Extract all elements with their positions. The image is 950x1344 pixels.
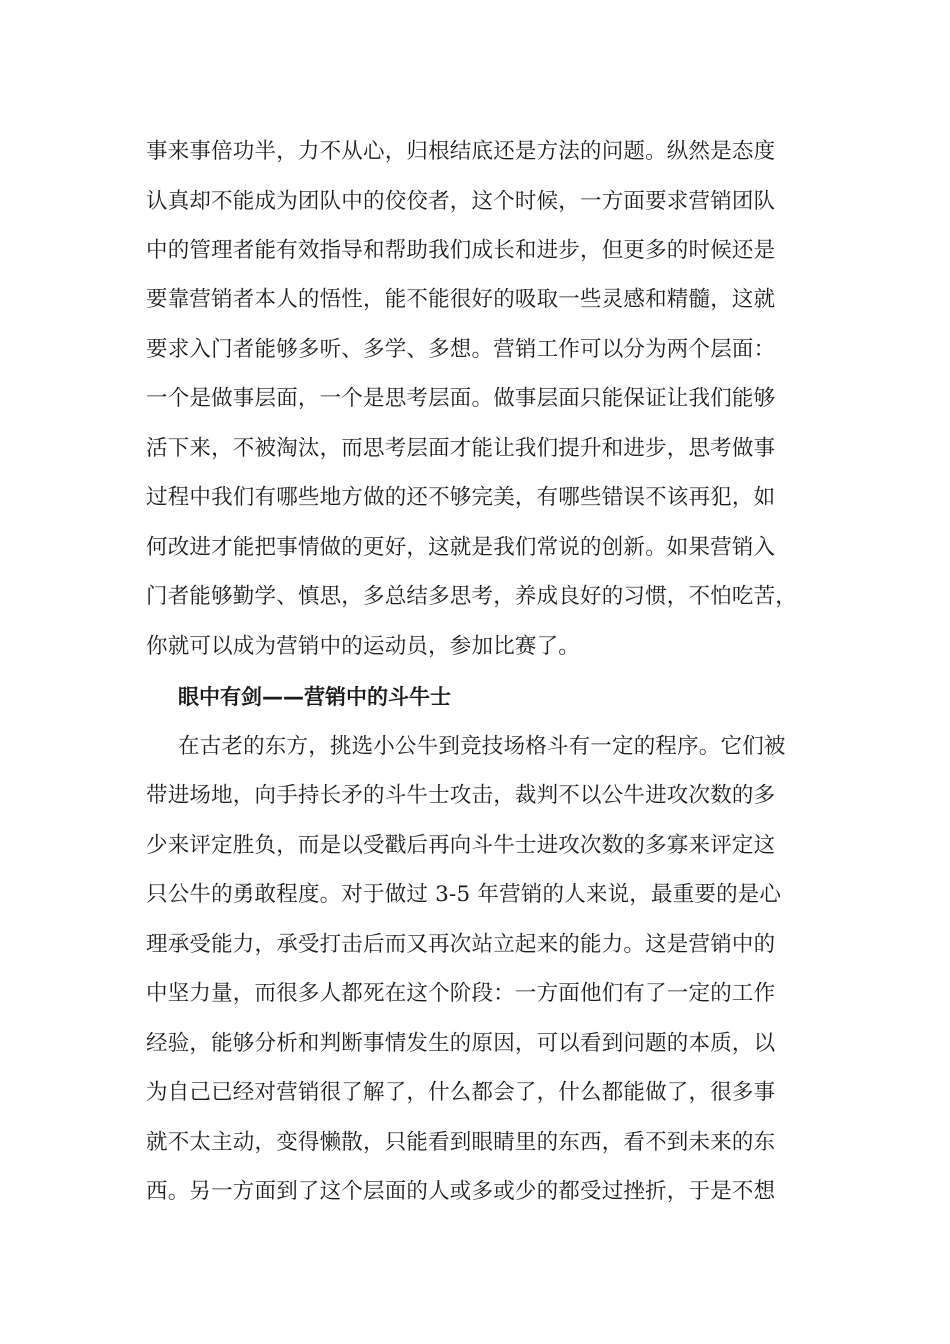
paragraph-2-line-1: 在古老的东方，挑选小公牛到竞技场格斗有一定的程序。它们被 xyxy=(178,734,786,759)
paragraph-2-line-4: 只公牛的勇敢程度。对于做过 3-5 年营销的人来说，最重要的是心 xyxy=(146,882,782,907)
paragraph-2-line-7: 经验，能够分析和判断事情发生的原因，可以看到问题的本质，以 xyxy=(146,1031,776,1056)
paragraph-2-line-2: 带进场地，向手持长矛的斗牛士攻击，裁判不以公牛进攻次数的多 xyxy=(146,783,776,808)
paragraph-2-line-9: 就不太主动，变得懒散，只能看到眼睛里的东西，看不到未来的东 xyxy=(146,1130,776,1155)
paragraph-1-line-2: 认真却不能成为团队中的佼佼者，这个时候，一方面要求营销团队 xyxy=(146,189,776,214)
paragraph-2-line-8: 为自己已经对营销很了解了，什么都会了，什么都能做了，很多事 xyxy=(146,1080,776,1105)
paragraph-1-line-7: 活下来，不被淘汰，而思考层面才能让我们提升和进步，思考做事 xyxy=(146,436,776,461)
paragraph-1-line-3: 中的管理者能有效指导和帮助我们成长和进步，但更多的时候还是 xyxy=(146,238,776,263)
paragraph-1-line-8: 过程中我们有哪些地方做的还不够完美，有哪些错误不该再犯，如 xyxy=(146,485,776,510)
section-heading: 眼中有剑——营销中的斗牛士 xyxy=(178,685,451,709)
paragraph-1-line-4: 要靠营销者本人的悟性，能不能很好的吸取一些灵感和精髓，这就 xyxy=(146,287,776,312)
paragraph-1-line-1: 事来事倍功半，力不从心，归根结底还是方法的问题。纵然是态度 xyxy=(146,139,776,164)
paragraph-2-line-5: 理承受能力，承受打击后而又再次站立起来的能力。这是营销中的 xyxy=(146,932,776,957)
paragraph-2-line-6: 中坚力量，而很多人都死在这个阶段：一方面他们有了一定的工作 xyxy=(146,981,776,1006)
paragraph-1-line-10: 门者能够勤学、慎思，多总结多思考，养成良好的习惯，不怕吃苦， xyxy=(146,584,798,609)
paragraph-1-line-6: 一个是做事层面，一个是思考层面。做事层面只能保证让我们能够 xyxy=(146,386,776,411)
paragraph-1-line-5: 要求入门者能够多听、多学、多想。营销工作可以分为两个层面： xyxy=(146,337,776,362)
paragraph-2-line-10: 西。另一方面到了这个层面的人或多或少的都受过挫折，于是不想 xyxy=(146,1179,776,1204)
paragraph-1-line-11: 你就可以成为营销中的运动员，参加比赛了。 xyxy=(146,634,581,659)
paragraph-1-line-9: 何改进才能把事情做的更好，这就是我们常说的创新。如果营销入 xyxy=(146,535,776,560)
paragraph-2-line-3: 少来评定胜负，而是以受戳后再向斗牛士进攻次数的多寡来评定这 xyxy=(146,833,776,858)
